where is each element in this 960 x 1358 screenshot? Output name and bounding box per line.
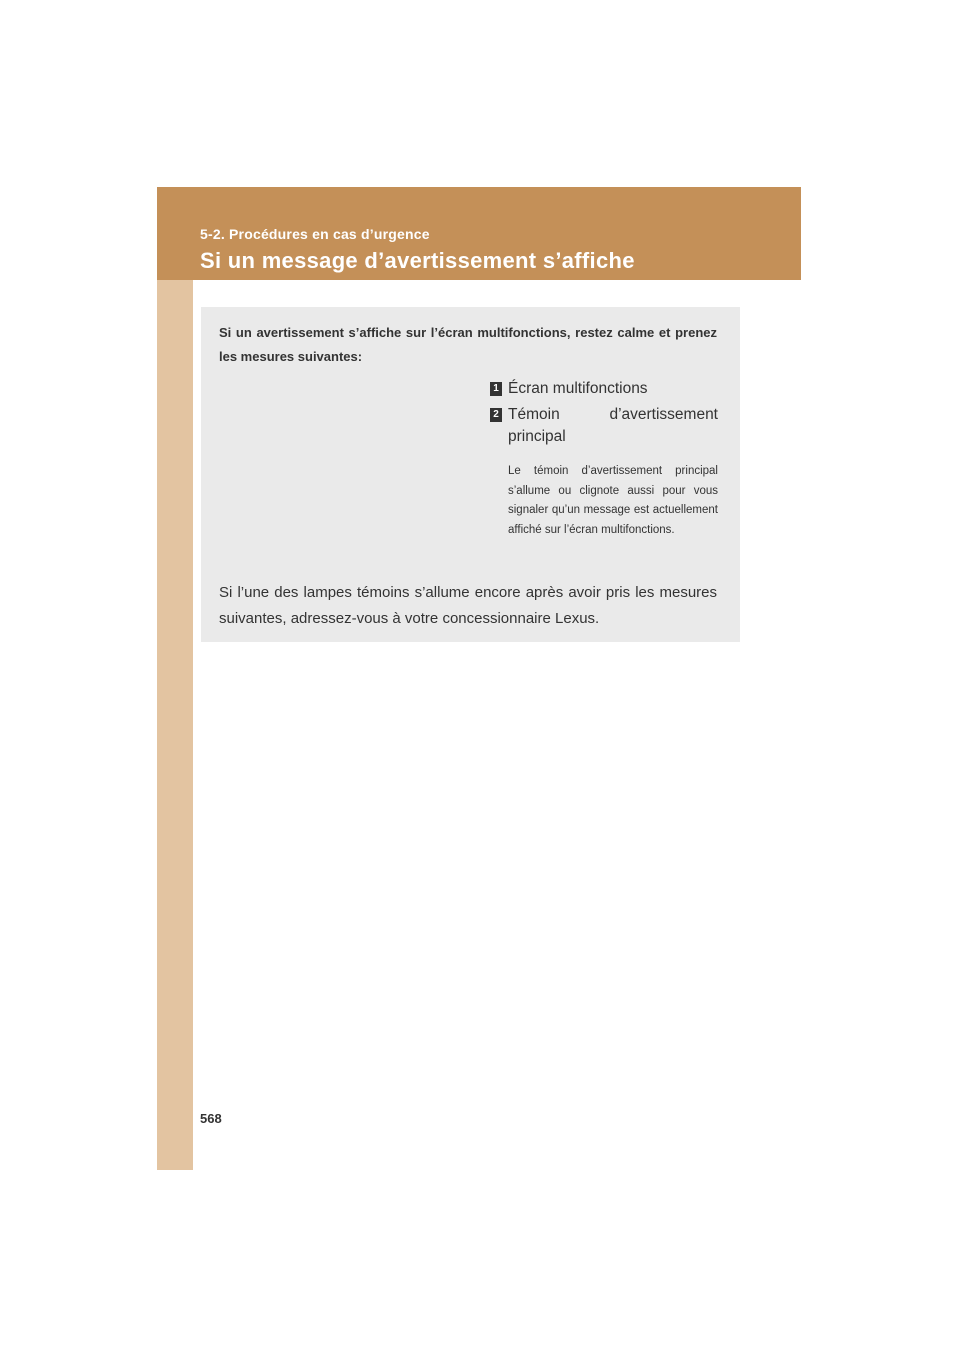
legend-item [490, 378, 718, 400]
legend-label: Témoin d’avertissement principal [508, 406, 718, 445]
callout-number-badge: 1 [490, 382, 502, 396]
page-title: Si un message d’avertissement s’affiche [200, 248, 635, 273]
legend-note: Le témoin d’avertissement principal s’allume ou clignote aussi pour vous signaler qu’un message est actuellement affiché sur l’écran multifonctions. [508, 465, 718, 536]
page-number: 568 [200, 1111, 222, 1126]
intro-text: Si un avertissement s’affiche sur l’écran multifonctions, restez calme et prenez les mesures suivantes: [219, 325, 717, 364]
footer-text: Si l’une des lampes témoins s’allume encore après avoir pris les mesures suivantes, adressez-vous à votre concessionnaire Lexus. [219, 584, 717, 627]
section-label: 5-2. Procédures en cas d’urgence [200, 226, 430, 242]
legend-label: Écran multifonctions [508, 380, 648, 397]
callout-number-badge: 2 [490, 408, 502, 422]
legend [490, 378, 718, 540]
side-strip [157, 187, 193, 1170]
legend-item [490, 404, 718, 448]
